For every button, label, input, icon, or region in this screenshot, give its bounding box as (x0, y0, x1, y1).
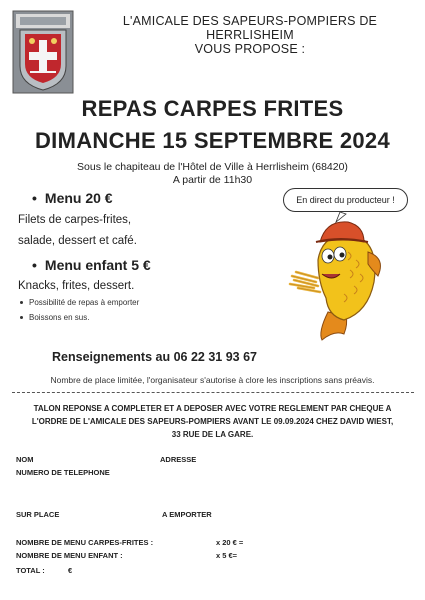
venue-text: Sous le chapiteau de l'Hôtel de Ville à Herrlisheim (68420) (77, 161, 348, 173)
bullet-icon (20, 301, 23, 304)
bullet-icon: • (32, 190, 37, 206)
field-nom: NOM (16, 455, 34, 464)
reply-slip-line-1: TALON REPONSE A COMPLETER ET A DEPOSER AVEC VOTRE REGLEMENT PAR CHEQUE A (33, 404, 392, 413)
field-nb-carpes: NOMBRE DE MENU CARPES-FRITES : (16, 538, 154, 547)
reply-slip-line-3: 33 RUE DE LA GARE. (171, 430, 254, 439)
contact-phone: Renseignements au 06 22 31 93 67 (52, 350, 257, 364)
field-a-emporter: A EMPORTER (162, 510, 212, 519)
fire-brigade-crest-icon (12, 10, 74, 94)
reply-slip-line-2: L'ORDRE DE L'AMICALE DES SAPEURS-POMPIERS AVANT LE 09.09.2024 CHEZ DAVID WIEST, (31, 417, 394, 426)
organizer-line-2: HERRLISHEIM (206, 28, 294, 42)
venue-info (0, 161, 425, 187)
field-telephone: NUMERO DE TELEPHONE (16, 468, 110, 477)
menu-adult-label: Menu 20 € (44, 190, 113, 206)
menu-child-line-1: Knacks, frites, dessert. (18, 280, 135, 292)
carp-mascot-icon (288, 212, 398, 342)
field-sur-place: SUR PLACE (16, 510, 60, 519)
menu-adult-line-2: salade, dessert et café. (18, 235, 137, 247)
organizer-line-1: L'AMICALE DES SAPEURS-POMPIERS DE (122, 14, 378, 28)
field-nb-enfant-price: x 5 €= (216, 551, 238, 560)
event-title: REPAS CARPES FRITES (81, 96, 344, 121)
menu-child-label: Menu enfant 5 € (44, 257, 151, 273)
organizer-line-3: VOUS PROPOSE : (194, 42, 306, 56)
field-total-currency: € (68, 566, 73, 575)
event-date: DIMANCHE 15 SEPTEMBRE 2024 (34, 128, 390, 153)
bullet-icon (20, 316, 23, 319)
menu-adult-title (32, 190, 113, 206)
capacity-notice: Nombre de place limitée, l'organisateur s'autorise à clore les inscriptions sans préavis. (50, 375, 375, 385)
cut-line (12, 392, 414, 393)
notes-list (20, 298, 139, 328)
field-adresse: ADRESSE (160, 455, 197, 464)
field-total: TOTAL : (16, 566, 45, 575)
field-nb-carpes-price: x 20 € = (216, 538, 244, 547)
note-item: Boissons en sus. (20, 313, 139, 322)
reply-slip-instructions (16, 402, 409, 441)
bullet-icon: • (32, 257, 37, 273)
speech-bubble-text: En direct du producteur ! (296, 195, 395, 205)
field-nb-enfant: NOMBRE DE MENU ENFANT : (16, 551, 123, 560)
note-item: Possibilité de repas à emporter (20, 298, 139, 307)
menu-adult-line-1: Filets de carpes-frites, (18, 214, 132, 226)
organizer-heading (100, 14, 400, 56)
menu-child-title (32, 257, 151, 273)
start-time: A partir de 11h30 (172, 174, 253, 186)
speech-bubble (283, 188, 408, 212)
